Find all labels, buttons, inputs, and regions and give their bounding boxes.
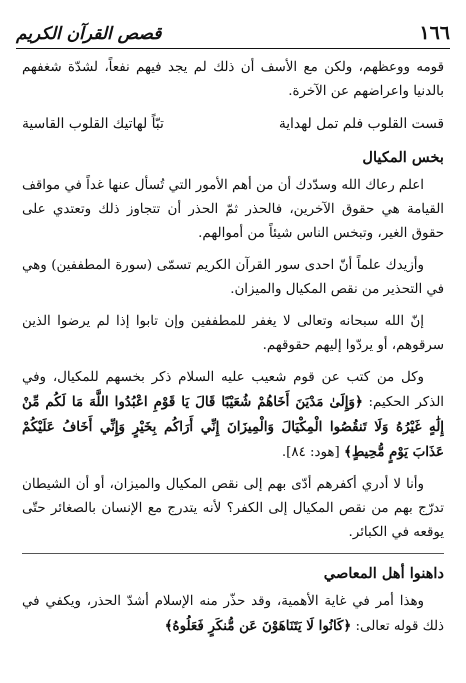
page-body [22,56,444,675]
verse-reference: [هود: ٨٤]. [281,445,340,460]
quran-verse: ﴿كَانُوا لَا يَتَنَاهَوْنَ عَن مُّنكَرٍ فَعَلُوهُ﴾ [164,618,352,634]
page-header [16,12,450,44]
section-heading: داهنوا أهل المعاصي [323,565,444,582]
paragraph: وأزيدك علماً أنّ احدى سور القرآن الكريم تسمّى (سورة المطففين) وهي في التحذير من نقص المكيال والميزان. [22,258,444,297]
header-rule [16,48,450,49]
section-divider [22,553,444,554]
poem-verse [22,112,444,136]
page-number: ١٦٦ [419,22,450,44]
section-heading: بخس المكيال [362,149,444,166]
poem-second-hemistich: تبّاً لهاتيك القلوب القاسية [22,116,164,132]
paragraph-text: وهذا أمر في غاية الأهمية، وقد حذّر منه الإسلام أشدّ الحذر، ويكفي في ذلك قوله تعالى: [22,594,444,634]
paragraph-text: وكل من كتب عن قوم شعيب عليه السلام ذكر بخسهم للمكيال، وفي الذكر الحكيم: [22,370,444,410]
poem-first-hemistich: قست القلوب فلم تمل لهداية [278,116,444,132]
paragraph: وأنا لا أدري أكفرهم أدّى بهم إلى نقص المكيال والميزان، أو أن الشيطان تدرّج بهم من نقص المكيال إلى الكفر؟ لأنه يتدرج مع الإنسان بالصغائر حتّى يوقعه في الكبائر. [22,477,444,540]
book-title: قصص القرآن الكريم [16,24,162,44]
paragraph: اعلم رعاك الله وسدّدك أن من أهم الأمور التي تُسأل عنها غداً في مواقف القيامة هي حقوق الآخرين، فالحذر ثمّ الحذر أن تتجاوز ذلك وتعتدي على حقوق الغير، وتبخس الناس شيئاً من أموالهم. [22,178,444,241]
paragraph: إنّ الله سبحانه وتعالى لا يغفر للمطففين وإن تابوا إذا لم يرضوا الذين سرقوهم، أو يردّوا إليهم حقوقهم. [22,314,444,353]
quran-verse: ﴿وَإِلَىٰ مَدْيَنَ أَخَاهُمْ شُعَيْبًا قَالَ يَا قَوْمِ اعْبُدُوا اللَّهَ مَا لَكُم مِّنْ إِلَٰهٍ غَيْرُهُ وَلَا تَنقُصُوا الْمِكْيَالَ وَالْمِيزَانَ إِنِّي أَرَاكُم بِخَيْرٍ وَإِنِّي أَخَافُ عَلَيْكُمْ عَذَابَ يَوْمٍ مُّحِيطٍ﴾ [22,394,444,460]
paragraph: قومه ووعظهم، ولكن مع الأسف أن ذلك لم يجد فيهم نفعاً، لشدّة شغفهم بالدنيا واعراضهم عن الآخرة. [22,60,444,99]
paragraph-with-quran [22,366,444,465]
paragraph-with-quran [22,590,444,639]
